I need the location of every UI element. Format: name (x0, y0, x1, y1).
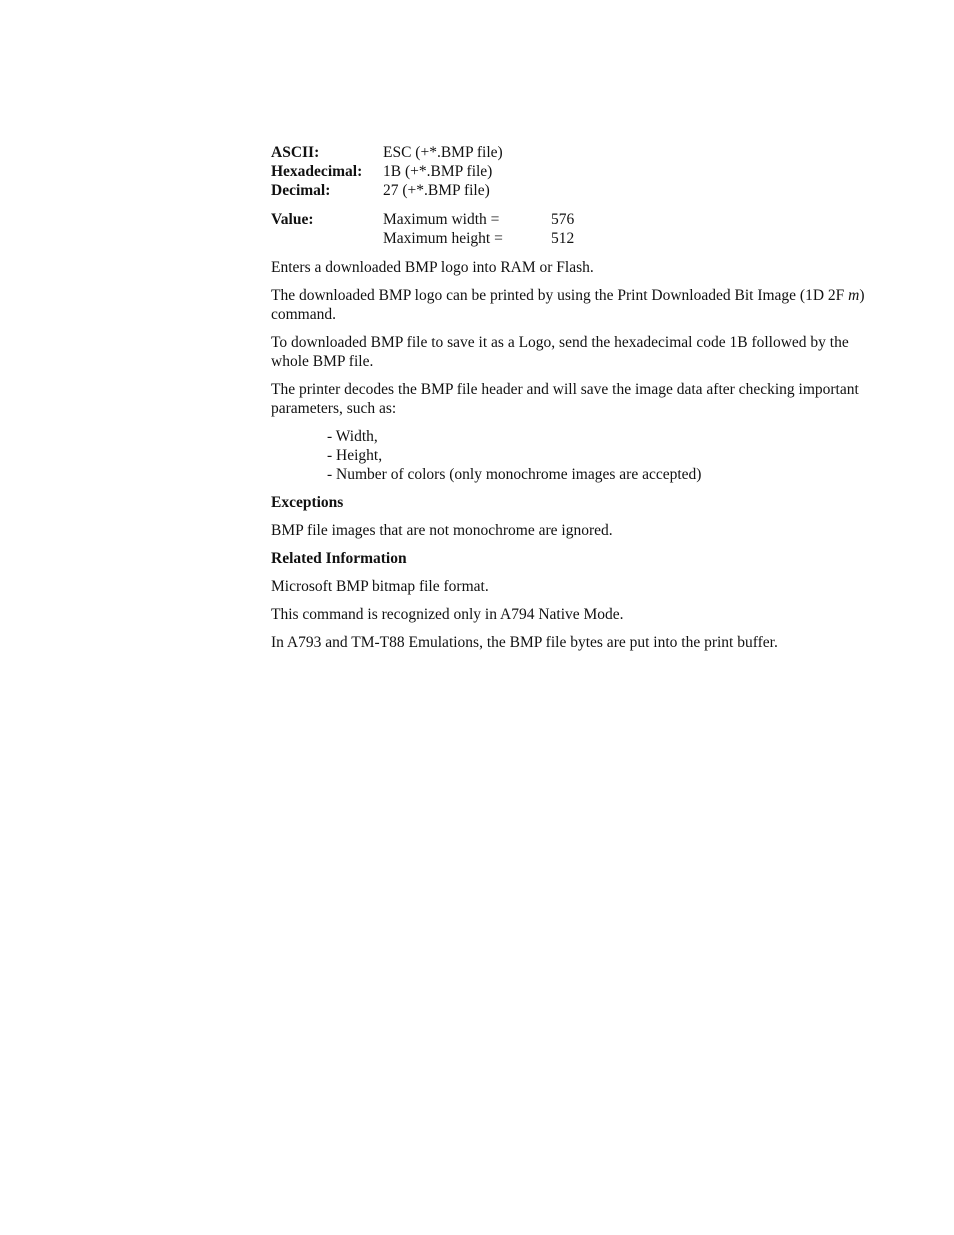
related-heading: Related Information (271, 550, 407, 567)
related-text-2: This command is recognized only in A794 Native Mode. (271, 606, 624, 623)
ascii-value: ESC (+*.BMP file) (383, 144, 503, 161)
list-item: - Width, (327, 428, 378, 445)
paragraph-printed: The downloaded BMP logo can be printed by using the Print Downloaded Bit Image (1D 2F m) command. (271, 287, 865, 323)
parameter-list (327, 427, 886, 484)
hex-value: 1B (+*.BMP file) (383, 163, 493, 180)
param-m: m (848, 287, 860, 304)
value-row-width (271, 210, 886, 229)
value-label: Value: (271, 211, 314, 228)
max-height-label: Maximum height = (383, 230, 503, 247)
max-width-value: 576 (551, 211, 575, 228)
exceptions-heading: Exceptions (271, 494, 344, 511)
decimal-label: Decimal: (271, 182, 331, 199)
value-row-height (271, 229, 886, 248)
decimal-value: 27 (+*.BMP file) (383, 182, 490, 199)
decimal-row (271, 181, 886, 200)
hex-row (271, 162, 886, 181)
ascii-row (271, 143, 886, 162)
related-text-3: In A793 and TM-T88 Emulations, the BMP file bytes are put into the print buffer. (271, 634, 778, 651)
paragraph-enters: Enters a downloaded BMP logo into RAM or Flash. (271, 259, 594, 276)
document-content (271, 143, 886, 661)
max-height-value: 512 (551, 230, 575, 247)
max-width-label: Maximum width = (383, 211, 500, 228)
hex-label: Hexadecimal: (271, 163, 363, 180)
list-item: - Height, (327, 447, 383, 464)
exceptions-text: BMP file images that are not monochrome are ignored. (271, 522, 613, 539)
related-text-1: Microsoft BMP bitmap file format. (271, 578, 489, 595)
ascii-label: ASCII: (271, 144, 320, 161)
paragraph-decodes: The printer decodes the BMP file header and will save the image data after checking important parameters, such as: (271, 381, 859, 417)
paragraph-download: To downloaded BMP file to save it as a Logo, send the hexadecimal code 1B followed by the whole BMP file. (271, 334, 849, 370)
list-item: - Number of colors (only monochrome images are accepted) (327, 466, 702, 483)
